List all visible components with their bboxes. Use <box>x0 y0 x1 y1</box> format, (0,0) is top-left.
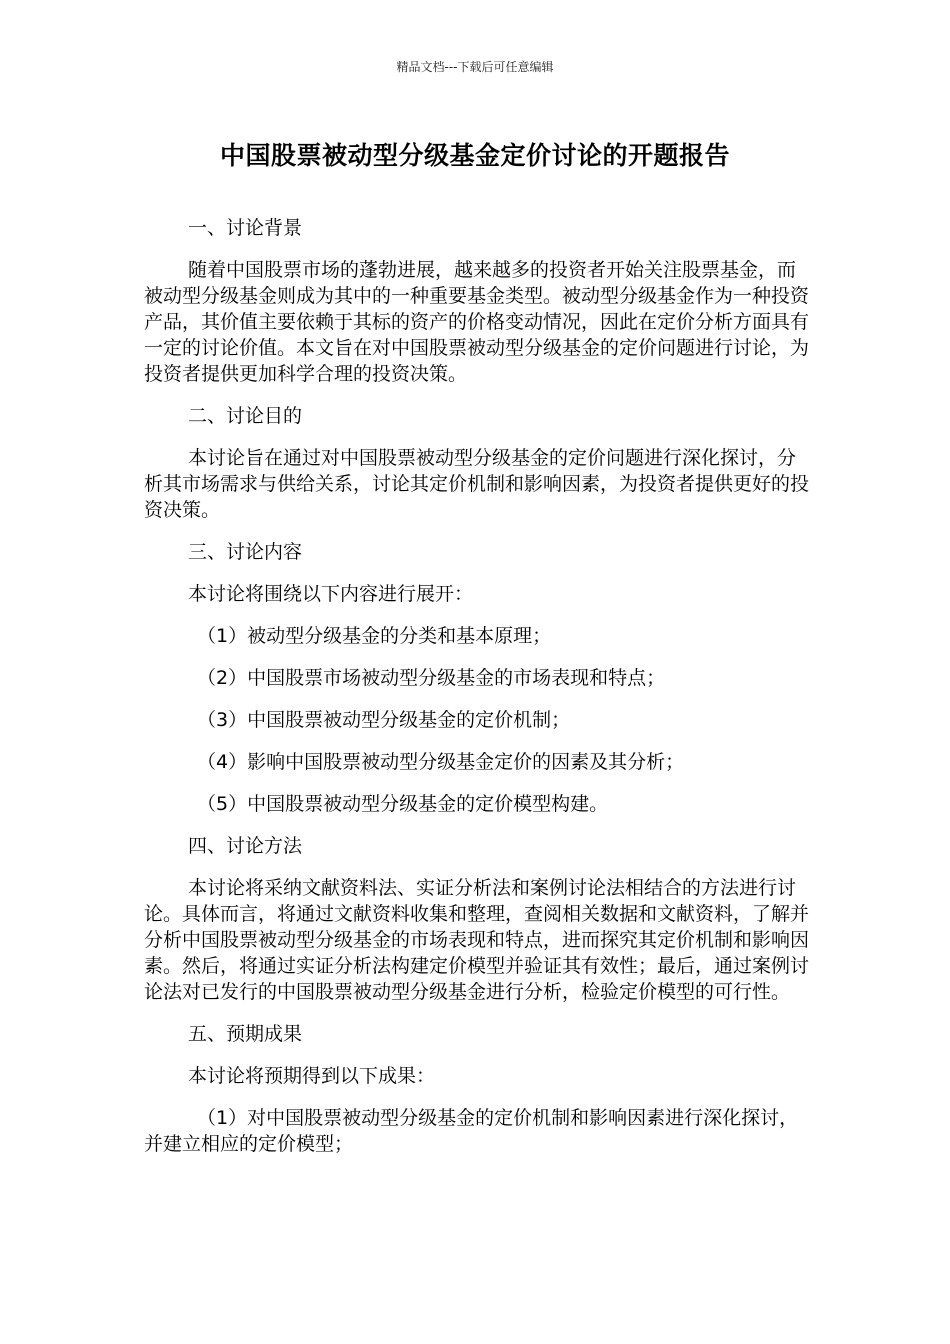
paragraph-content-intro: 本讨论将围绕以下内容进行展开： <box>188 583 474 605</box>
list-item: （2）中国股票市场被动型分级基金的市场表现和特点； <box>197 667 666 689</box>
list-item: （1）对中国股票被动型分级基金的定价机制和影响因素进行深化探讨，并建立相应的定价模型； <box>144 1107 799 1155</box>
list-item: （5）中国股票被动型分级基金的定价模型构建。 <box>197 793 609 815</box>
paragraph-background: 随着中国股票市场的蓬勃进展，越来越多的投资者开始关注股票基金，而被动型分级基金则成为其中的一种重要基金类型。被动型分级基金作为一种投资产品，其价值主要依赖于其标的资产的价格变动情况，因此在定价分析方面具有一定的讨论价值。本文旨在对中国股票被动型分级基金的定价问题进行讨论，为投资者提供更加科学合理的投资决策。 <box>144 259 810 385</box>
section-heading-results: 五、预期成果 <box>188 1023 303 1045</box>
list-item: （1）被动型分级基金的分类和基本原理； <box>197 625 552 647</box>
document-body <box>144 215 812 1157</box>
section-heading-content: 三、讨论内容 <box>188 541 303 563</box>
section-heading-method: 四、讨论方法 <box>188 835 303 857</box>
list-item: （4）影响中国股票被动型分级基金定价的因素及其分析； <box>197 751 685 773</box>
paragraph-results-intro: 本讨论将预期得到以下成果： <box>188 1065 436 1087</box>
paragraph-method: 本讨论将采纳文献资料法、实证分析法和案例讨论法相结合的方法进行讨论。具体而言，将通过文献资料收集和整理，查阅相关数据和文献资料，了解并分析中国股票被动型分级基金的市场表现和特点，进而探究其定价机制和影响因素。然后，将通过实证分析法构建定价模型并验证其有效性；最后，通过案例讨论法对已发行的中国股票被动型分级基金进行分析，检验定价模型的可行性。 <box>144 877 810 1003</box>
section-heading-purpose: 二、讨论目的 <box>188 405 303 427</box>
list-item: （3）中国股票被动型分级基金的定价机制； <box>197 709 571 731</box>
header-note: 精品文档---下载后可任意编辑 <box>396 60 554 74</box>
section-heading-background: 一、讨论背景 <box>188 217 303 239</box>
page-title: 中国股票被动型分级基金定价讨论的开题报告 <box>219 141 730 170</box>
paragraph-purpose: 本讨论旨在通过对中国股票被动型分级基金的定价问题进行深化探讨，分析其市场需求与供给关系，讨论其定价机制和影响因素，为投资者提供更好的投资决策。 <box>144 447 810 521</box>
